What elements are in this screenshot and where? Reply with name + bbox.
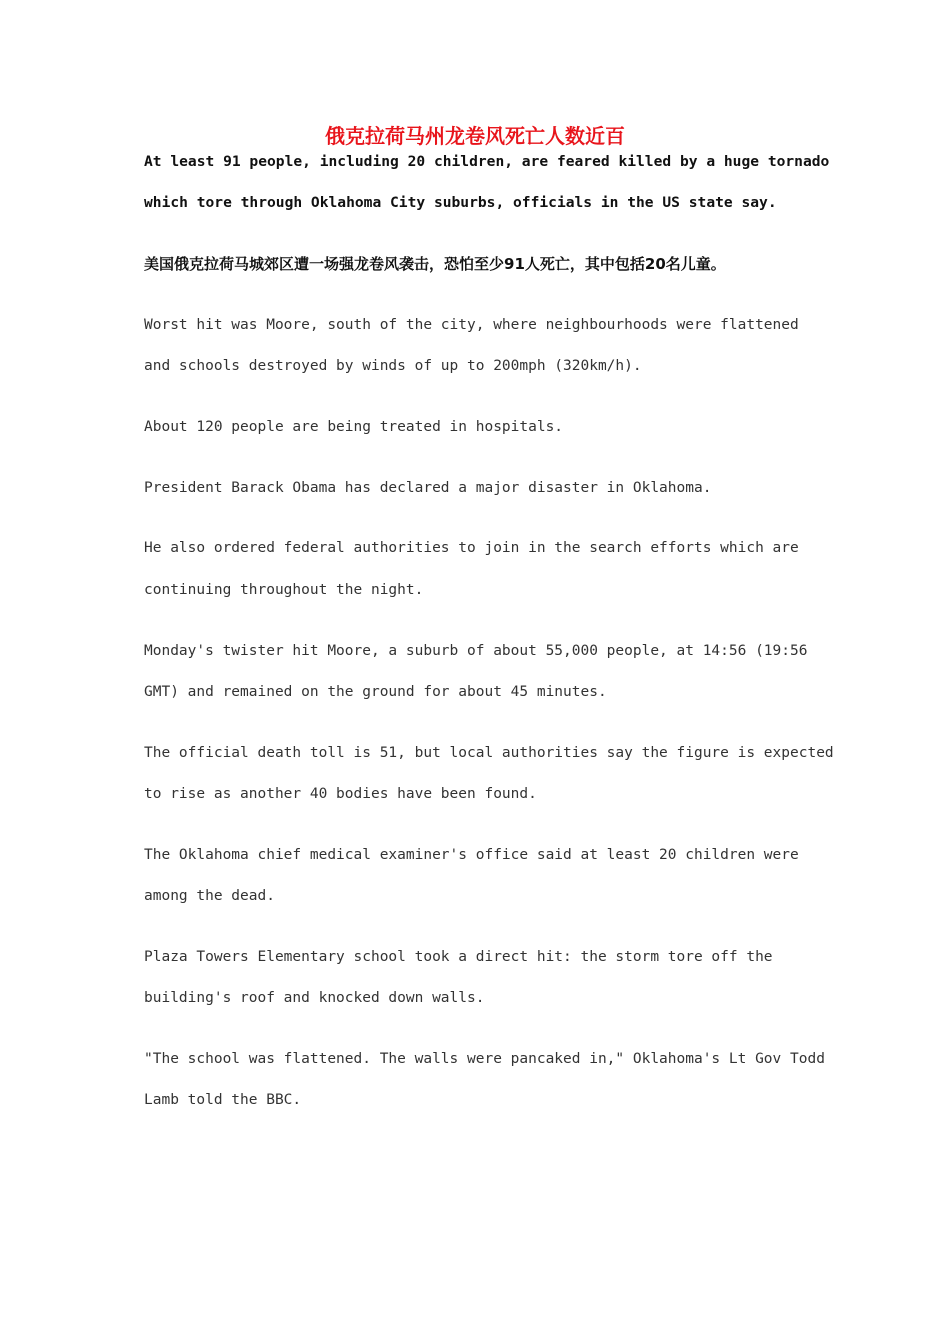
chinese-summary: 美国俄克拉荷马城郊区遭一场强龙卷风袭击，恐怕至少91人死亡，其中包括20名儿童。 [144, 255, 726, 273]
body-line-6: continuing throughout the night. [144, 582, 424, 598]
lead-line-1: At least 91 people, including 20 children, are feared killed by a huge tornado [144, 153, 830, 170]
body-line-5: He also ordered federal authorities to join in the search efforts which are [144, 540, 799, 556]
body-line-8: GMT) and remained on the ground for about 45 minutes. [144, 684, 607, 700]
body-line-11: The Oklahoma chief medical examiner's office said at least 20 children were [144, 847, 799, 863]
body-line-3: About 120 people are being treated in hospitals. [144, 419, 564, 435]
body-line-9: The official death toll is 51, but local authorities say the figure is expected [144, 745, 834, 761]
body-line-4: President Barack Obama has declared a major disaster in Oklahoma. [144, 480, 712, 496]
body-line-14: building's roof and knocked down walls. [144, 990, 485, 1006]
article-title: 俄克拉荷马州龙卷风死亡人数近百 [325, 124, 625, 148]
body-line-7: Monday's twister hit Moore, a suburb of about 55,000 people, at 14:56 (19:56 [144, 643, 808, 659]
body-line-15: "The school was flattened. The walls were pancaked in," Oklahoma's Lt Gov Todd [144, 1051, 825, 1067]
body-line-16: Lamb told the BBC. [144, 1092, 302, 1108]
body-line-12: among the dead. [144, 888, 275, 904]
body-line-13: Plaza Towers Elementary school took a direct hit: the storm tore off the [144, 949, 773, 965]
lead-line-2: which tore through Oklahoma City suburbs, officials in the US state say. [144, 194, 777, 211]
body-line-10: to rise as another 40 bodies have been found. [144, 786, 537, 802]
body-line-2: and schools destroyed by winds of up to 200mph (320km/h). [144, 358, 642, 374]
body-line-1: Worst hit was Moore, south of the city, where neighbourhoods were flattened [144, 317, 799, 333]
